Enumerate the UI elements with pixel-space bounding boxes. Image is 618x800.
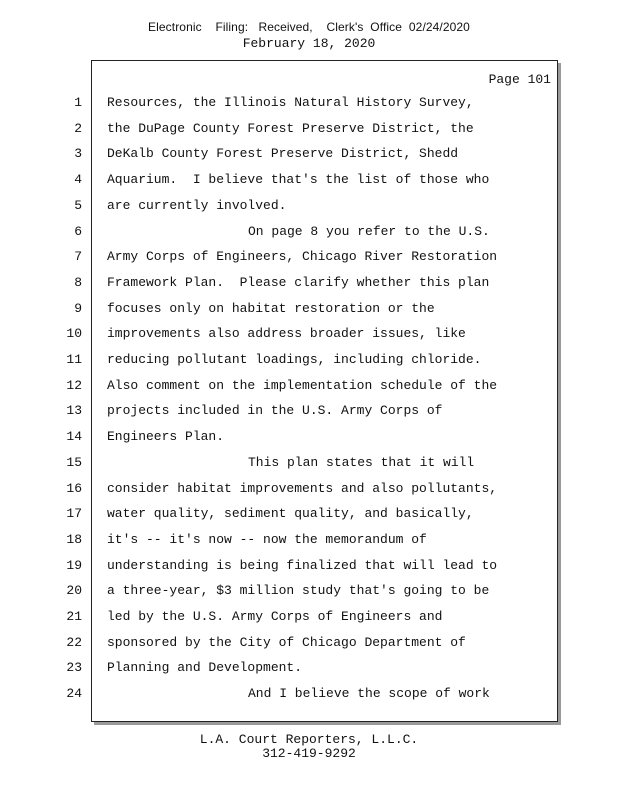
line-text: Planning and Development. xyxy=(107,660,303,676)
line-number: 15 xyxy=(66,454,82,470)
line-text: And I believe the scope of work xyxy=(248,686,490,702)
line-text: Also comment on the implementation schedule of the xyxy=(107,377,498,393)
line-number: 20 xyxy=(66,583,82,599)
line-number: 6 xyxy=(74,223,82,239)
line-text: projects included in the U.S. Army Corps of xyxy=(107,403,443,419)
line-text: it's -- it's now -- now the memorandum of xyxy=(107,531,427,547)
line-number: 5 xyxy=(74,197,82,213)
line-number: 14 xyxy=(66,429,82,445)
line-text: reducing pollutant loadings, including chloride. xyxy=(107,352,482,367)
line-text: Army Corps of Engineers, Chicago River Restoration xyxy=(107,249,498,265)
line-number: 13 xyxy=(66,403,82,419)
line-number: 19 xyxy=(66,557,82,573)
line-text: Aquarium. I believe that's the list of those who xyxy=(107,172,490,188)
line-text: improvements also address broader issues, like xyxy=(107,326,466,342)
line-number: 10 xyxy=(66,326,82,342)
line-text: This plan states that it will xyxy=(248,454,475,470)
page-number: Page 101 xyxy=(488,72,551,87)
line-text: a three-year, $3 million study that's going to be xyxy=(107,583,490,599)
line-text: water quality, sediment quality, and basically, xyxy=(107,506,474,522)
line-number: 21 xyxy=(66,609,82,624)
line-number: 7 xyxy=(74,249,82,265)
line-number: 2 xyxy=(74,120,82,136)
line-number: 8 xyxy=(74,274,82,290)
line-number: 11 xyxy=(66,352,82,367)
court-reporter-name: L.A. Court Reporters, L.L.C. xyxy=(199,732,419,747)
line-text: On page 8 you refer to the U.S. xyxy=(248,223,490,239)
line-number: 3 xyxy=(74,146,82,162)
line-text: sponsored by the City of Chicago Department of xyxy=(107,634,466,650)
line-number: 12 xyxy=(66,377,82,393)
line-text: are currently involved. xyxy=(107,197,287,213)
line-text: Engineers Plan. xyxy=(107,429,225,445)
line-number: 16 xyxy=(66,480,82,496)
line-text: led by the U.S. Army Corps of Engineers and xyxy=(107,609,443,624)
line-text: Resources, the Illinois Natural History Survey, xyxy=(107,95,474,110)
line-text: Framework Plan. Please clarify whether this plan xyxy=(107,274,490,290)
line-number: 18 xyxy=(66,531,82,547)
line-number: 4 xyxy=(74,172,82,188)
line-number: 23 xyxy=(66,660,82,676)
line-text: consider habitat improvements and also pollutants, xyxy=(107,480,498,496)
court-reporter-phone: 312-419-9292 xyxy=(262,746,356,761)
line-text: focuses only on habitat restoration or the xyxy=(107,300,435,316)
line-number: 1 xyxy=(74,95,82,110)
transcript-page-frame xyxy=(91,60,558,722)
filing-stamp: Electronic Filing: Received, Clerk's Office 02/24/2020 xyxy=(148,20,470,34)
line-number: 9 xyxy=(74,300,82,316)
line-text: the DuPage County Forest Preserve District, the xyxy=(107,120,474,136)
line-number: 24 xyxy=(66,686,82,702)
hearing-date: February 18, 2020 xyxy=(242,36,376,51)
line-number: 17 xyxy=(66,506,82,522)
line-text: DeKalb County Forest Preserve District, Shedd xyxy=(107,146,459,162)
line-number: 22 xyxy=(66,634,82,650)
line-text: understanding is being finalized that will lead to xyxy=(107,557,498,573)
